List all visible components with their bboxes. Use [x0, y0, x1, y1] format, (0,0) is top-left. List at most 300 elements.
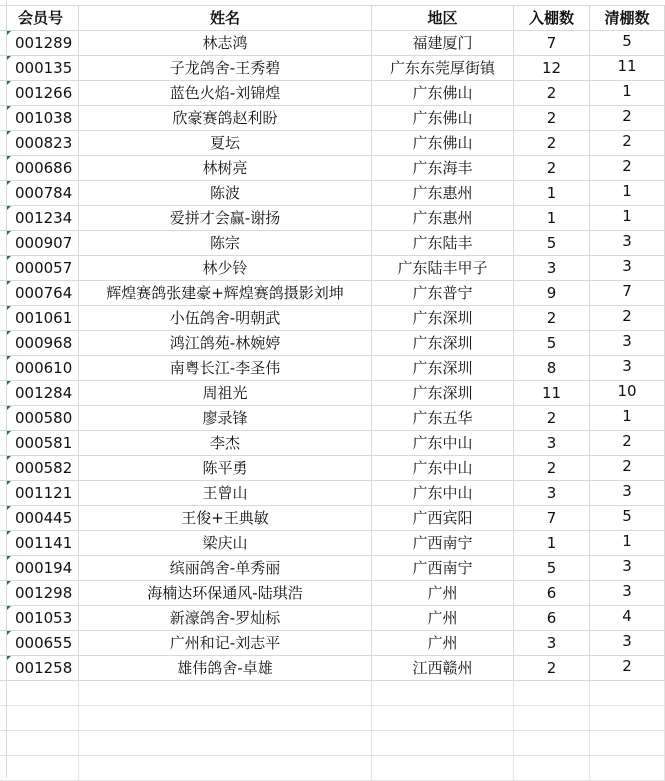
empty-cell[interactable]	[372, 731, 514, 756]
cell-region[interactable]	[372, 531, 514, 556]
cell-name[interactable]	[79, 356, 372, 381]
table-row	[0, 481, 665, 506]
cell-enter-count[interactable]	[514, 306, 590, 331]
cell-text: 001053	[15, 609, 73, 627]
cell-text: 蓝色火焰-刘锦煌	[169, 84, 281, 102]
cell-text: 6	[546, 609, 557, 627]
cell-member-id[interactable]	[0, 556, 79, 581]
cell-clear-count[interactable]	[590, 56, 665, 81]
cell-enter-count[interactable]	[514, 631, 590, 656]
cell-clear-count[interactable]	[590, 281, 665, 306]
cell-clear-count[interactable]	[590, 631, 665, 656]
cell-text: 2	[546, 459, 557, 477]
cell-name[interactable]	[79, 31, 372, 56]
cell-member-id[interactable]	[0, 31, 79, 56]
cell-text: 1	[546, 184, 557, 202]
cell-member-id[interactable]	[0, 306, 79, 331]
cell-text: 广东深圳	[412, 309, 473, 327]
table-row	[0, 206, 665, 231]
cell-region[interactable]	[372, 431, 514, 456]
cell-clear-count[interactable]	[590, 181, 665, 206]
cell-enter-count[interactable]	[514, 331, 590, 356]
cell-text: 6	[546, 584, 557, 602]
cell-text: 3	[622, 482, 632, 500]
cell-text: 3	[622, 557, 632, 575]
cell-member-id[interactable]	[0, 631, 79, 656]
cell-text: 2	[546, 159, 557, 177]
cell-name[interactable]	[79, 231, 372, 256]
cell-name[interactable]	[79, 431, 372, 456]
cell-enter-count[interactable]	[514, 506, 590, 531]
cell-text: 2	[622, 432, 632, 450]
cell-clear-count[interactable]	[590, 306, 665, 331]
cell-region[interactable]	[372, 406, 514, 431]
cell-member-id[interactable]	[0, 406, 79, 431]
cell-clear-count[interactable]	[590, 381, 665, 406]
cell-text: 000194	[15, 559, 73, 577]
cell-text: 000135	[15, 59, 73, 77]
empty-cell[interactable]	[0, 731, 79, 756]
cell-region[interactable]	[372, 281, 514, 306]
header-member-id[interactable]: 会员号	[0, 6, 79, 31]
cell-name[interactable]	[79, 606, 372, 631]
cell-text: 广东陆丰	[412, 234, 473, 252]
cell-member-id[interactable]	[0, 481, 79, 506]
cell-text: 2	[622, 107, 632, 125]
cell-text: 陈波	[209, 184, 240, 202]
cell-text: 000968	[15, 334, 73, 352]
cell-region[interactable]	[372, 256, 514, 281]
cell-text: 3	[622, 332, 632, 350]
cell-text: 2	[546, 309, 557, 327]
cell-clear-count[interactable]	[590, 556, 665, 581]
cell-name[interactable]	[79, 81, 372, 106]
cell-text: 广州	[427, 584, 458, 602]
cell-text: 1	[546, 209, 557, 227]
empty-cell[interactable]	[590, 706, 665, 731]
cell-text: 1	[546, 534, 557, 552]
cell-text: 梁庆山	[202, 534, 248, 552]
cell-name[interactable]	[79, 456, 372, 481]
empty-row	[0, 706, 665, 731]
empty-cell[interactable]	[79, 681, 372, 706]
cell-name[interactable]	[79, 306, 372, 331]
empty-cell[interactable]	[590, 731, 665, 756]
table-row	[0, 256, 665, 281]
cell-name[interactable]	[79, 631, 372, 656]
cell-text: 8	[546, 359, 557, 377]
cell-text: 000580	[15, 409, 73, 427]
cell-text: 5	[622, 507, 632, 525]
cell-text: 001038	[15, 109, 73, 127]
table-row	[0, 106, 665, 131]
cell-text: 广东普宁	[412, 284, 473, 302]
cell-text: 陈宗	[209, 234, 240, 252]
cell-name[interactable]	[79, 531, 372, 556]
cell-text: 2	[546, 84, 557, 102]
cell-text: 000610	[15, 359, 73, 377]
cell-text: 林树亮	[202, 159, 248, 177]
cell-member-id[interactable]	[0, 356, 79, 381]
cell-clear-count[interactable]	[590, 531, 665, 556]
cell-text: 广东中山	[412, 434, 473, 452]
cell-enter-count[interactable]	[514, 406, 590, 431]
cell-region[interactable]	[372, 506, 514, 531]
cell-text: 000655	[15, 634, 73, 652]
cell-text: 1	[622, 82, 632, 100]
cell-name[interactable]	[79, 581, 372, 606]
cell-member-id[interactable]	[0, 256, 79, 281]
cell-name[interactable]	[79, 331, 372, 356]
cell-text: 辉煌赛鸽张建豪+辉煌赛鸽摄影刘坤	[106, 284, 344, 302]
cell-region[interactable]	[372, 556, 514, 581]
cell-text: 000057	[15, 259, 73, 277]
cell-text: 广州和记-刘志平	[169, 634, 281, 652]
table-row	[0, 331, 665, 356]
cell-text: 广州	[427, 609, 458, 627]
cell-text: 3	[622, 232, 632, 250]
cell-member-id[interactable]	[0, 656, 79, 681]
cell-member-id[interactable]	[0, 606, 79, 631]
cell-enter-count[interactable]	[514, 56, 590, 81]
cell-name[interactable]	[79, 181, 372, 206]
cell-member-id[interactable]	[0, 181, 79, 206]
cell-enter-count[interactable]	[514, 381, 590, 406]
cell-name[interactable]	[79, 481, 372, 506]
cell-enter-count[interactable]	[514, 256, 590, 281]
cell-member-id[interactable]	[0, 281, 79, 306]
cell-text: 2	[546, 109, 557, 127]
table-row	[0, 406, 665, 431]
cell-text: 广东五华	[412, 409, 473, 427]
cell-name[interactable]	[79, 506, 372, 531]
cell-text: 3	[546, 434, 557, 452]
cell-member-id[interactable]	[0, 206, 79, 231]
cell-text: 子龙鸽舍-王秀碧	[169, 59, 281, 77]
top-gridline	[0, 5, 665, 6]
cell-clear-count[interactable]	[590, 481, 665, 506]
cell-text: 广西南宁	[412, 534, 473, 552]
cell-text: 1	[622, 407, 632, 425]
empty-cell[interactable]	[514, 706, 590, 731]
header-name[interactable]: 姓名	[79, 6, 372, 31]
cell-member-id[interactable]	[0, 231, 79, 256]
cell-text: 广东中山	[412, 459, 473, 477]
cell-name[interactable]	[79, 256, 372, 281]
cell-text: 7	[546, 34, 557, 52]
cell-name[interactable]	[79, 156, 372, 181]
cell-member-id[interactable]	[0, 81, 79, 106]
cell-text: 广东惠州	[412, 184, 473, 202]
cell-text: 2	[546, 134, 557, 152]
cell-text: 10	[617, 382, 637, 400]
cell-clear-count[interactable]	[590, 256, 665, 281]
cell-text: 5	[622, 32, 632, 50]
table-row	[0, 56, 665, 81]
cell-text: 000686	[15, 159, 73, 177]
cell-text: 1	[622, 207, 632, 225]
cell-name[interactable]	[79, 556, 372, 581]
left-gridline	[6, 0, 7, 778]
empty-cell[interactable]	[590, 756, 665, 781]
cell-text: 李杰	[209, 434, 240, 452]
cell-enter-count[interactable]	[514, 356, 590, 381]
cell-name[interactable]	[79, 281, 372, 306]
cell-clear-count[interactable]	[590, 81, 665, 106]
cell-text: 2	[546, 409, 557, 427]
table-row	[0, 356, 665, 381]
cell-text: 7	[622, 282, 632, 300]
empty-cell[interactable]	[0, 706, 79, 731]
cell-text: 001121	[15, 484, 73, 502]
cell-text: 廖录锋	[202, 409, 248, 427]
cell-region[interactable]	[372, 81, 514, 106]
cell-text: 海楠达环保通风-陆琪浩	[147, 584, 303, 602]
cell-text: 001141	[15, 534, 73, 552]
cell-text: 000784	[15, 184, 73, 202]
cell-enter-count[interactable]	[514, 281, 590, 306]
cell-clear-count[interactable]	[590, 106, 665, 131]
empty-cell[interactable]	[79, 756, 372, 781]
table-row	[0, 306, 665, 331]
empty-cell[interactable]	[514, 756, 590, 781]
cell-text: 001284	[15, 384, 73, 402]
cell-enter-count[interactable]	[514, 556, 590, 581]
cell-text: 林志鸿	[202, 34, 248, 52]
cell-clear-count[interactable]	[590, 581, 665, 606]
cell-text: 2	[622, 307, 632, 325]
cell-text: 广东佛山	[412, 84, 473, 102]
cell-member-id[interactable]	[0, 331, 79, 356]
cell-enter-count[interactable]	[514, 81, 590, 106]
cell-member-id[interactable]	[0, 506, 79, 531]
table-row	[0, 31, 665, 56]
empty-row	[0, 681, 665, 706]
empty-row	[0, 731, 665, 756]
cell-text: 周祖光	[202, 384, 248, 402]
cell-enter-count[interactable]	[514, 481, 590, 506]
cell-clear-count[interactable]	[590, 231, 665, 256]
cell-member-id[interactable]	[0, 56, 79, 81]
cell-text: 000764	[15, 284, 73, 302]
cell-text: 南粤长江-李圣伟	[169, 359, 281, 377]
cell-clear-count[interactable]	[590, 131, 665, 156]
empty-cell[interactable]	[372, 756, 514, 781]
cell-region[interactable]	[372, 381, 514, 406]
cell-region[interactable]	[372, 56, 514, 81]
cell-member-id[interactable]	[0, 106, 79, 131]
cell-text: 5	[546, 559, 557, 577]
cell-enter-count[interactable]	[514, 456, 590, 481]
cell-text: 3	[546, 484, 557, 502]
cell-region[interactable]	[372, 181, 514, 206]
cell-name[interactable]	[79, 406, 372, 431]
empty-cell[interactable]	[0, 681, 79, 706]
cell-clear-count[interactable]	[590, 206, 665, 231]
cell-clear-count[interactable]	[590, 431, 665, 456]
cell-name[interactable]	[79, 656, 372, 681]
table-row	[0, 181, 665, 206]
table-row	[0, 581, 665, 606]
cell-enter-count[interactable]	[514, 656, 590, 681]
cell-region[interactable]	[372, 106, 514, 131]
cell-clear-count[interactable]	[590, 156, 665, 181]
header-clear-count[interactable]: 清棚数	[590, 6, 665, 31]
cell-clear-count[interactable]	[590, 656, 665, 681]
cell-text: 9	[546, 284, 557, 302]
cell-text: 2	[622, 657, 632, 675]
cell-text: 广州	[427, 634, 458, 652]
cell-text: 广东佛山	[412, 109, 473, 127]
cell-region[interactable]	[372, 331, 514, 356]
cell-text: 欣豪赛鸽赵利盼	[172, 109, 278, 127]
table-row	[0, 156, 665, 181]
cell-region[interactable]	[372, 456, 514, 481]
cell-text: 爱拼才会赢-谢扬	[169, 209, 281, 227]
cell-member-id[interactable]	[0, 456, 79, 481]
cell-clear-count[interactable]	[590, 31, 665, 56]
cell-region[interactable]	[372, 606, 514, 631]
cell-text: 陈平勇	[202, 459, 248, 477]
empty-cell[interactable]	[514, 681, 590, 706]
cell-clear-count[interactable]	[590, 456, 665, 481]
cell-text: 广东惠州	[412, 209, 473, 227]
cell-text: 3	[622, 582, 632, 600]
cell-text: 小伍鸽舍-明朝武	[169, 309, 281, 327]
cell-text: 001061	[15, 309, 73, 327]
table-row	[0, 506, 665, 531]
table-row	[0, 456, 665, 481]
cell-member-id[interactable]	[0, 531, 79, 556]
cell-text: 5	[546, 334, 557, 352]
cell-text: 5	[546, 234, 557, 252]
cell-text: 000445	[15, 509, 73, 527]
empty-cell[interactable]	[0, 756, 79, 781]
cell-member-id[interactable]	[0, 131, 79, 156]
cell-text: 广东深圳	[412, 384, 473, 402]
cell-region[interactable]	[372, 131, 514, 156]
cell-clear-count[interactable]	[590, 356, 665, 381]
cell-text: 鸿江鸽苑-林婉婷	[169, 334, 281, 352]
empty-cell[interactable]	[514, 731, 590, 756]
cell-text: 3	[622, 257, 632, 275]
cell-text: 001289	[15, 34, 73, 52]
cell-enter-count[interactable]	[514, 106, 590, 131]
cell-region[interactable]	[372, 206, 514, 231]
cell-name[interactable]	[79, 381, 372, 406]
cell-text: 夏坛	[209, 134, 240, 152]
cell-enter-count[interactable]	[514, 156, 590, 181]
cell-text: 4	[622, 607, 632, 625]
empty-cell[interactable]	[79, 706, 372, 731]
cell-member-id[interactable]	[0, 581, 79, 606]
cell-enter-count[interactable]	[514, 206, 590, 231]
header-row	[0, 6, 665, 31]
cell-name[interactable]	[79, 56, 372, 81]
cell-enter-count[interactable]	[514, 531, 590, 556]
cell-text: 001234	[15, 209, 73, 227]
cell-region[interactable]	[372, 581, 514, 606]
cell-text: 1	[622, 182, 632, 200]
cell-region[interactable]	[372, 481, 514, 506]
cell-text: 11	[617, 57, 637, 75]
cell-text: 2	[622, 132, 632, 150]
cell-clear-count[interactable]	[590, 331, 665, 356]
cell-text: 2	[546, 659, 557, 677]
table-row	[0, 131, 665, 156]
cell-region[interactable]	[372, 356, 514, 381]
empty-cell[interactable]	[79, 731, 372, 756]
cell-text: 广西宾阳	[412, 509, 473, 527]
cell-clear-count[interactable]	[590, 606, 665, 631]
cell-member-id[interactable]	[0, 431, 79, 456]
cell-text: 广西南宁	[412, 559, 473, 577]
cell-enter-count[interactable]	[514, 131, 590, 156]
cell-member-id[interactable]	[0, 156, 79, 181]
cell-text: 林少铃	[202, 259, 248, 277]
cell-region[interactable]	[372, 231, 514, 256]
table-row	[0, 556, 665, 581]
cell-text: 广东佛山	[412, 134, 473, 152]
cell-text: 000581	[15, 434, 73, 452]
cell-text: 缤丽鸽舍-单秀丽	[169, 559, 281, 577]
cell-name[interactable]	[79, 206, 372, 231]
cell-enter-count[interactable]	[514, 581, 590, 606]
table-row	[0, 631, 665, 656]
cell-text: 福建厦门	[412, 34, 473, 52]
cell-text: 000823	[15, 134, 73, 152]
cell-text: 001266	[15, 84, 73, 102]
cell-name[interactable]	[79, 106, 372, 131]
cell-enter-count[interactable]	[514, 181, 590, 206]
cell-enter-count[interactable]	[514, 231, 590, 256]
cell-enter-count[interactable]	[514, 606, 590, 631]
empty-cell[interactable]	[372, 681, 514, 706]
cell-text: 王曾山	[202, 484, 248, 502]
cell-text: 7	[546, 509, 557, 527]
table-row	[0, 531, 665, 556]
cell-region[interactable]	[372, 31, 514, 56]
cell-clear-count[interactable]	[590, 506, 665, 531]
cell-text: 3	[622, 632, 632, 650]
cell-enter-count[interactable]	[514, 31, 590, 56]
cell-region[interactable]	[372, 631, 514, 656]
cell-enter-count[interactable]	[514, 431, 590, 456]
cell-name[interactable]	[79, 131, 372, 156]
header-region[interactable]: 地区	[372, 6, 514, 31]
header-enter-count[interactable]: 入棚数	[514, 6, 590, 31]
cell-region[interactable]	[372, 306, 514, 331]
cell-text: 000907	[15, 234, 73, 252]
table-row	[0, 431, 665, 456]
table-row	[0, 81, 665, 106]
empty-cell[interactable]	[372, 706, 514, 731]
empty-cell[interactable]	[590, 681, 665, 706]
cell-text: 3	[546, 259, 557, 277]
cell-text: 000582	[15, 459, 73, 477]
table-row	[0, 656, 665, 681]
cell-region[interactable]	[372, 156, 514, 181]
cell-text: 广东海丰	[412, 159, 473, 177]
cell-text: 2	[622, 157, 632, 175]
cell-clear-count[interactable]	[590, 406, 665, 431]
cell-text: 1	[622, 532, 632, 550]
cell-text: 广东深圳	[412, 359, 473, 377]
cell-region[interactable]	[372, 656, 514, 681]
table-row	[0, 231, 665, 256]
table-row	[0, 281, 665, 306]
cell-member-id[interactable]	[0, 381, 79, 406]
